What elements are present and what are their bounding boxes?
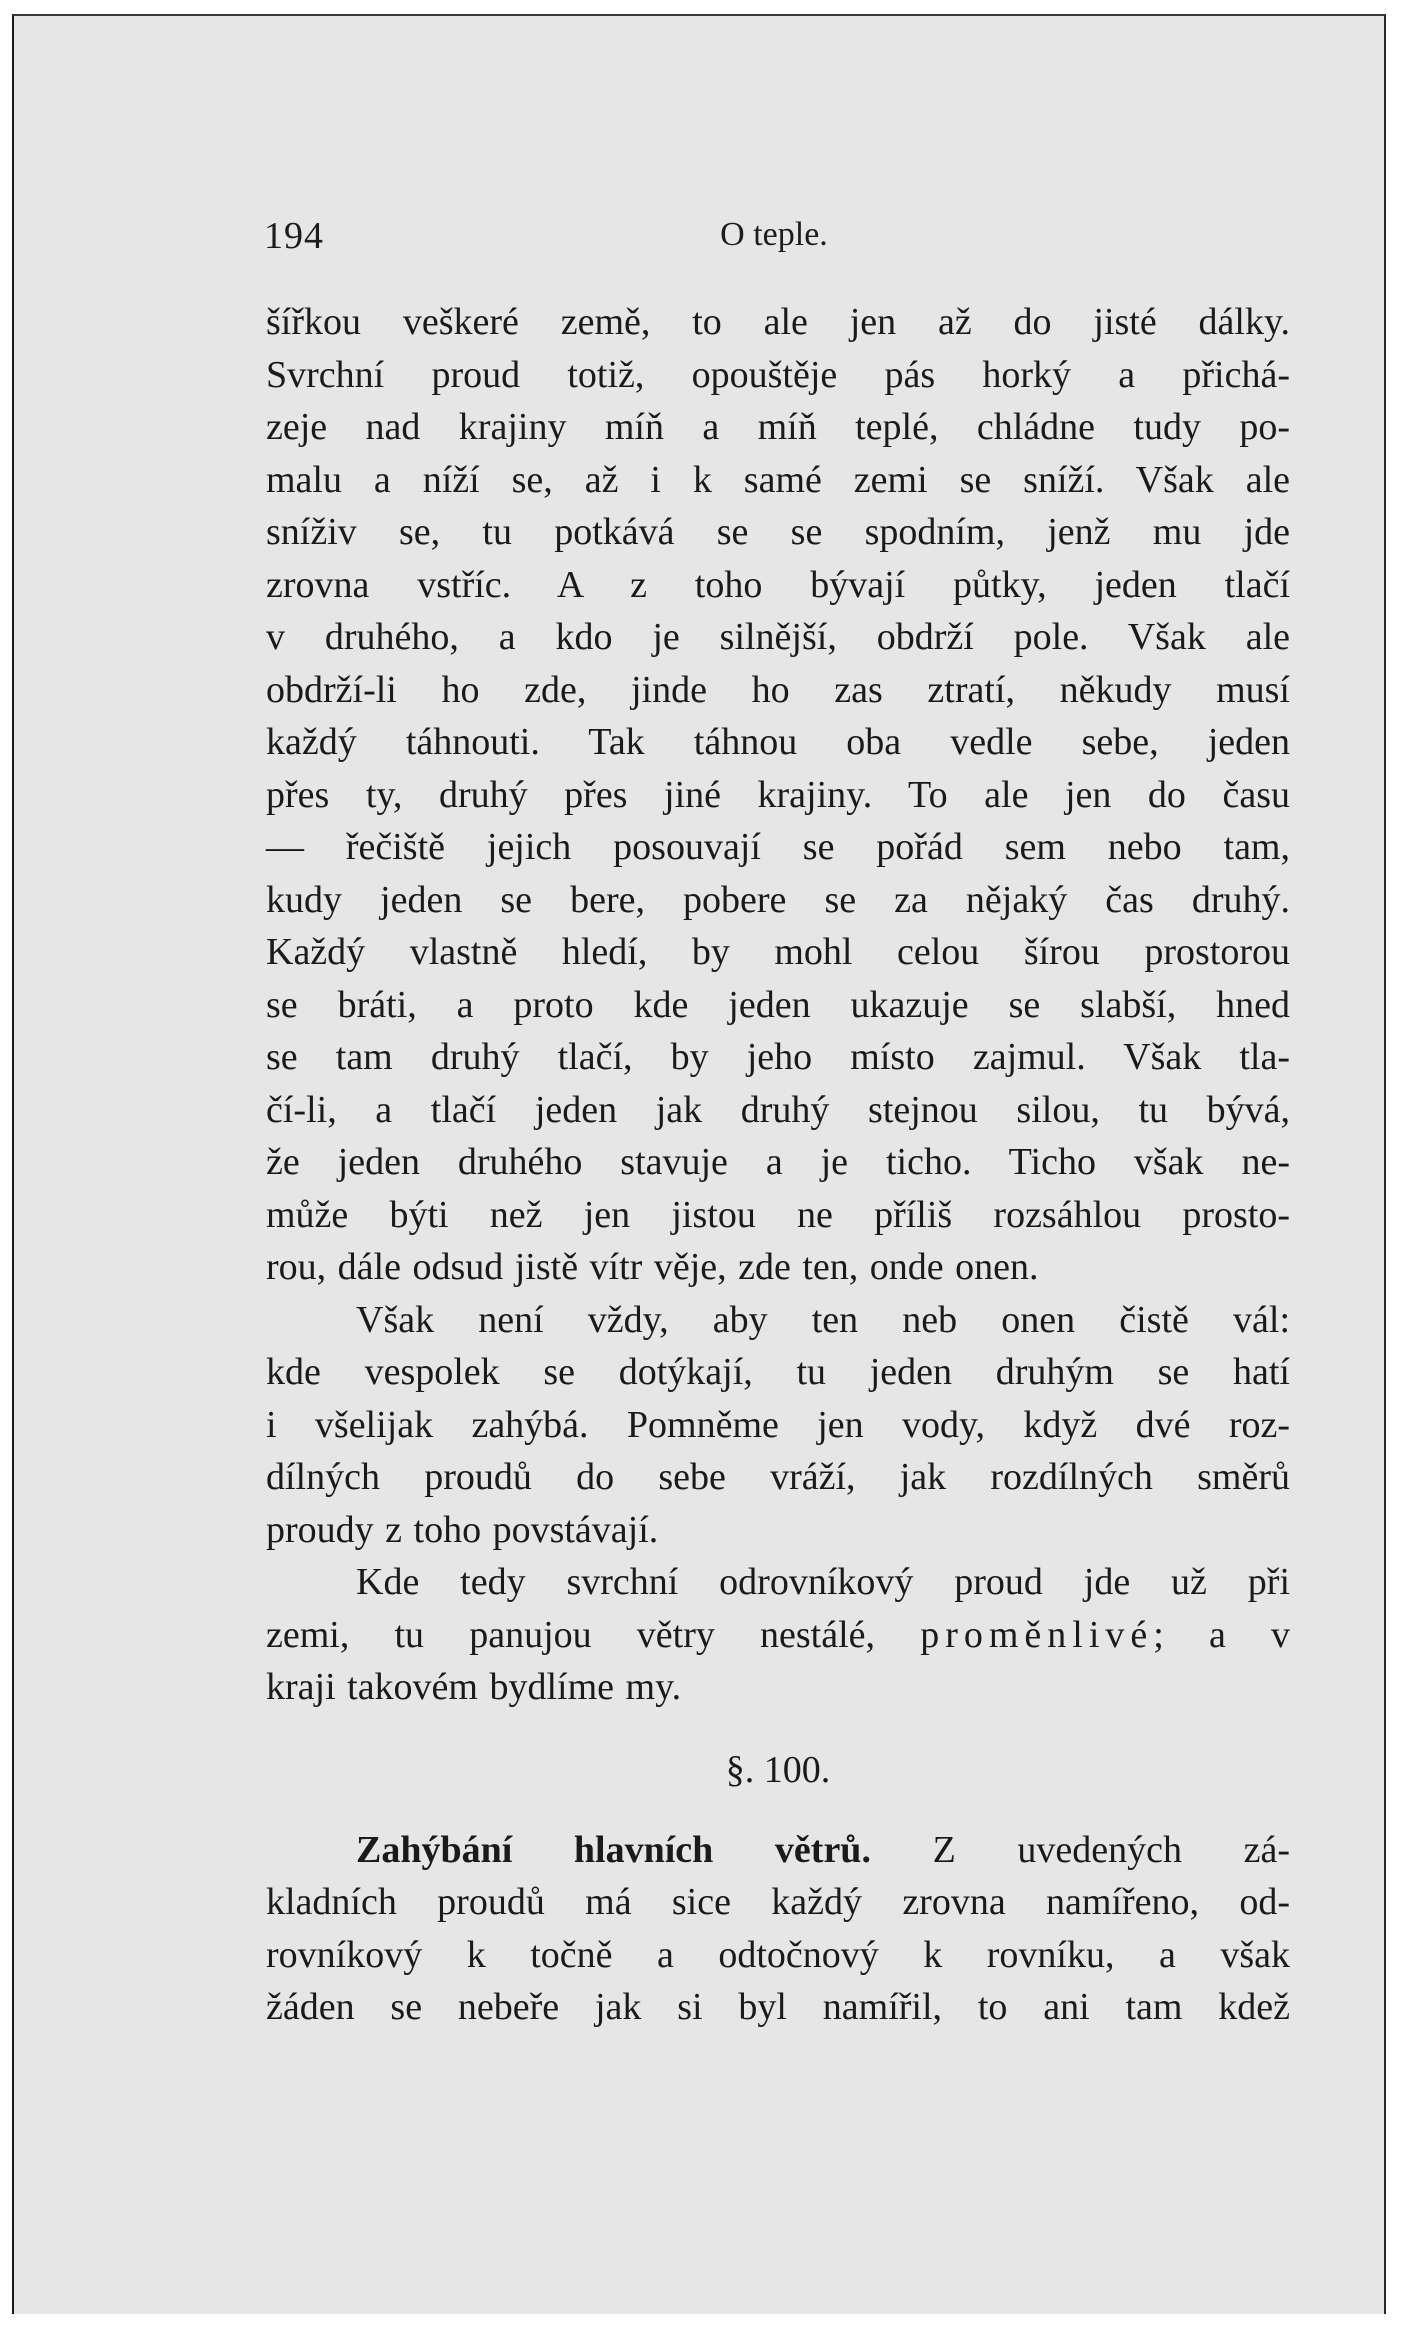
paragraph-start-line: Však není vždy, aby ten neb onen čistě vál: bbox=[356, 1298, 1290, 1341]
text-line: — řečiště jejich posouvají se pořád sem nebo tam, bbox=[266, 826, 1290, 868]
text-line: sníživ se, tu potkává se se spodním, jenž mu jde bbox=[266, 511, 1290, 553]
body-text bbox=[266, 296, 1290, 2034]
text-line: obdrží-li ho zde, jinde ho zas ztratí, někudy musí bbox=[266, 668, 1290, 711]
section-heading-line bbox=[266, 1824, 1290, 1877]
text-line: šířkou veškeré země, to ale jen až do jisté dálky. bbox=[266, 301, 1290, 343]
text-line: v druhého, a kdo je silnější, obdrží pole. Však ale bbox=[266, 616, 1290, 658]
text-line: žáden se nebeře jak si byl namířil, to ani tam kdež bbox=[266, 1986, 1290, 2028]
section-heading: Zahýbání hlavních větrů. bbox=[356, 1828, 871, 1871]
book-page bbox=[12, 14, 1386, 2314]
text-line: dílných proudů do sebe vráží, jak rozdílných směrů bbox=[266, 1456, 1290, 1498]
text-line: kladních proudů má sice každý zrovna namířeno, od- bbox=[266, 1881, 1290, 1923]
text-fragment: Z uvedených zá- bbox=[932, 1828, 1291, 1871]
text-line: může býti než jen jistou ne příliš rozsáhlou prosto- bbox=[266, 1193, 1290, 1236]
running-head bbox=[254, 204, 1294, 264]
text-line: přes ty, druhý přes jiné krajiny. To ale jen do času bbox=[266, 773, 1290, 816]
paragraph-start-line: Kde tedy svrchní odrovníkový proud jde už při bbox=[356, 1561, 1290, 1603]
text-line: že jeden druhého stavuje a je ticho. Ticho však ne- bbox=[266, 1141, 1290, 1183]
text-line: rovníkový k točně a odtočnový k rovníku, a však bbox=[266, 1933, 1290, 1976]
text-line: zeje nad krajiny míň a míň teplé, chládne tudy po- bbox=[266, 406, 1290, 448]
text-line: čí-li, a tlačí jeden jak druhý stejnou silou, tu bývá, bbox=[266, 1088, 1290, 1131]
text-line: proudy z toho povstávají. bbox=[266, 1508, 659, 1551]
section-mark: §. 100. bbox=[725, 1748, 831, 1791]
text-line: Svrchní proud totiž, opouštěje pás horký a přichá- bbox=[266, 353, 1290, 396]
running-title: O teple. bbox=[720, 216, 828, 253]
text-line: se tam druhý tlačí, by jeho místo zajmul. Však tla- bbox=[266, 1036, 1290, 1078]
text-line: kudy jeden se bere, pobere se za nějaký čas druhý. bbox=[266, 878, 1290, 921]
text-line: zrovna vstříc. A z toho bývají půtky, jeden tlačí bbox=[266, 563, 1290, 606]
page-number: 194 bbox=[264, 215, 324, 257]
text-line: se bráti, a proto kde jeden ukazuje se slabší, hned bbox=[266, 983, 1290, 1026]
spacer bbox=[266, 1804, 1290, 1824]
text-line: kde vespolek se dotýkají, tu jeden druhým se hatí bbox=[266, 1351, 1290, 1393]
text-line-with-emphasis bbox=[266, 1609, 1290, 1662]
text-fragment: ; a v bbox=[1153, 1613, 1290, 1656]
text-line: Každý vlastně hledí, by mohl celou šírou prostorou bbox=[266, 931, 1290, 973]
text-line: malu a níží se, až i k samé zemi se sníží. Však ale bbox=[266, 458, 1290, 501]
text-fragment: zemi, tu panujou větry nestálé, bbox=[266, 1613, 876, 1656]
text-line: i všelijak zahýbá. Pomněme jen vody, když dvé roz- bbox=[266, 1403, 1290, 1446]
text-line: rou, dále odsud jistě vítr věje, zde ten, onde onen. bbox=[266, 1246, 1039, 1288]
text-line: každý táhnouti. Tak táhnou oba vedle sebe, jeden bbox=[266, 721, 1290, 763]
text-line: kraji takovém bydlíme my. bbox=[266, 1666, 682, 1708]
spaced-emphasis: proměnlivé bbox=[920, 1613, 1154, 1656]
